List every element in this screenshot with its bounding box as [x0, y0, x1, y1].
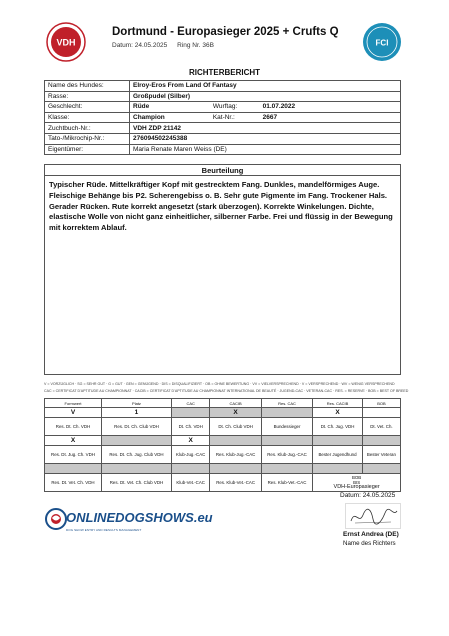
ods-brand-text: ONLINEDOGSHOWS.eu	[66, 510, 213, 525]
info-label: Kat-Nr.:	[212, 114, 235, 122]
grade-cell: X	[171, 436, 209, 446]
catalog-number-value: 2667	[262, 114, 278, 122]
info-label: Zuchtbuch-Nr.:	[45, 123, 130, 134]
ods-tagline: DOG SHOW ENTRY AND RESULTS MANAGEMENT	[66, 528, 142, 532]
header-date: Datum: 24.05.2025	[112, 42, 168, 49]
legend-line: V = VORZÜGLICH · SG = SEHR GUT · G = GUT · GEN = GENÜGEND · DIS = DISQUALIFIZIERT · OB = OHNE BEWERTUNG · VV = VIELVERSPRECHEND · V = VERSPRECHEND · WV = WENIG VERSPRECHEND	[44, 382, 395, 386]
birthdate-value: 01.07.2022	[262, 103, 296, 111]
footer-date: Datum: 24.05.2025	[340, 492, 396, 499]
page-title: Dortmund - Europasieger 2025 + Crufts Q	[112, 26, 339, 38]
grade-title-cell: Res. Dt. Jug. Ch. VDH	[45, 446, 102, 464]
assessment-text: Typischer Rüde. Mittelkräftiger Kopf mit gestrecktem Fang. Dunkles, mandelförmiges Auge. Fleischige Behänge bis P2. Scherengebiss o. B. Sehr gute Pigmente im Fang. Trockener Hals. Gerader Rücken. Rute korrekt angesetzt (stark überzogen). Korrekte Winkelungen. Dichte, elastische Wolle von nicht ganz einheitlicher, silberner Farbe. Frei und flüssig in der Bewegung mit korrektem Ablauf.	[44, 175, 401, 375]
sex-value: Rüde	[133, 103, 150, 111]
grade-cell: X	[210, 408, 261, 418]
info-value-pair	[130, 112, 401, 123]
grade-title-cell: Dt. Vet. Ch.	[362, 418, 400, 436]
judge-signature	[345, 503, 401, 529]
grade-cell: V	[45, 408, 102, 418]
grades-mark-row	[45, 436, 401, 446]
info-row-klasse	[45, 112, 401, 123]
info-label: Geschlecht:	[45, 102, 130, 113]
grade-cell	[362, 464, 400, 474]
grade-cell	[210, 464, 261, 474]
judge-label: Name des Richters	[343, 540, 396, 547]
info-row-geschlecht	[45, 102, 401, 113]
assessment-heading: Beurteilung	[44, 164, 401, 175]
grade-title-cell: Res. Klub-Vet.-CAC	[210, 474, 261, 492]
grade-cell	[261, 436, 312, 446]
grade-cell	[45, 464, 102, 474]
grade-header-cell: Formwert	[45, 399, 102, 408]
grade-cell	[101, 464, 171, 474]
studbook-value: VDH ZDP 21142	[130, 123, 401, 134]
grade-cell	[210, 436, 261, 446]
info-row-rasse	[45, 91, 401, 102]
legend-line: CAC = CERTIFICAT D'APTITUDE AU CHAMPIONNAT · CACIB = CERTIFICAT D'APTITUDE AU CHAMPIONNAT INTERNATIONAL DE BEAUTÉ · JUGEND-CAC · VETERAN-CAC · RES. = RESERVE · BOB = BEST OF BREED	[44, 389, 409, 393]
grade-title-cell	[313, 474, 401, 492]
info-label: Rasse:	[45, 91, 130, 102]
header-ring: Ring Nr. 36B	[177, 42, 214, 49]
grades-title-row	[45, 474, 401, 492]
grade-cell	[171, 408, 209, 418]
grade-title-cell: Res. Dt. Vet. Ch. Club VDH	[101, 474, 171, 492]
grade-header-cell: CACIB	[210, 399, 261, 408]
info-label: Wurftag:	[212, 103, 238, 111]
grade-cell	[261, 408, 312, 418]
grade-title-cell: Bester Jugendhund	[313, 446, 363, 464]
grade-header-cell: Res. CAC	[261, 399, 312, 408]
info-row-eigentuemer	[45, 144, 401, 155]
grade-cell: X	[45, 436, 102, 446]
dog-name-value: Elroy-Eros From Land Of Fantasy	[130, 81, 401, 92]
svg-text:VDH: VDH	[56, 37, 76, 48]
grade-title-cell: Dt. Ch. Jug. VDH	[313, 418, 363, 436]
info-value-pair	[130, 102, 401, 113]
svg-text:FCI: FCI	[375, 38, 389, 48]
grade-title-cell: Res. Klub-Jug.-CAC	[210, 446, 261, 464]
grade-title-cell: Dt. Ch. VDH	[171, 418, 209, 436]
grade-title-line: BOB	[351, 475, 362, 480]
grade-cell: X	[313, 408, 363, 418]
grade-title-cell: Klub-Jug.-CAC	[171, 446, 209, 464]
breed-value: Großpudel (Silber)	[130, 91, 401, 102]
grade-title-line: VDH-Europasieger	[333, 484, 380, 490]
grade-header-cell: Res. CACIB	[313, 399, 363, 408]
grade-title-cell: Klub-Vet.-CAC	[171, 474, 209, 492]
grade-title-cell: Res. Klub-Jug.-CAC	[261, 446, 312, 464]
grades-title-row	[45, 446, 401, 464]
grade-cell	[171, 464, 209, 474]
info-label: Klasse:	[45, 112, 130, 123]
grade-title-cell: Res. Dt. Vet. Ch. VDH	[45, 474, 102, 492]
owner-value: Maria Renate Maren Weiss (DE)	[130, 144, 401, 155]
grade-cell	[362, 436, 400, 446]
info-row-zuchtbuch	[45, 123, 401, 134]
grade-cell	[313, 464, 363, 474]
grade-cell	[101, 436, 171, 446]
fci-logo	[362, 22, 402, 62]
grade-title-cell: Bester Veteran	[362, 446, 400, 464]
info-row-name	[45, 81, 401, 92]
grade-title-cell: Res. Klub-Vet.-CAC	[261, 474, 312, 492]
grades-mark-row	[45, 464, 401, 474]
grade-title-cell: Res. Dt. Ch. Jug. Club VDH	[101, 446, 171, 464]
subtitle	[112, 42, 222, 49]
info-label: Name des Hundes:	[45, 81, 130, 92]
grade-cell: 1	[101, 408, 171, 418]
info-label: Tato-/Mikrochip-Nr.:	[45, 133, 130, 144]
report-title: RICHTERBERICHT	[188, 68, 261, 77]
grade-cell	[261, 464, 312, 474]
grade-title-cell: Bundessieger	[261, 418, 312, 436]
grades-title-row	[45, 418, 401, 436]
grade-title-cell: Res. Dt. Ch. Club VDH	[101, 418, 171, 436]
grade-header-cell: BOB	[362, 399, 400, 408]
grades-header-row	[45, 399, 401, 408]
microchip-value: 276094502245388	[130, 133, 401, 144]
grade-title-line: BIS	[353, 480, 361, 485]
vdh-logo	[46, 22, 86, 62]
dog-info-table	[44, 80, 401, 155]
grade-cell	[313, 436, 363, 446]
class-value: Champion	[133, 114, 165, 122]
grades-table	[44, 398, 401, 492]
grade-header-cell: Platz	[101, 399, 171, 408]
grade-title-cell: Dt. Ch. Club VDH	[210, 418, 261, 436]
info-label: Eigentümer:	[45, 144, 130, 155]
grade-cell	[362, 408, 400, 418]
info-row-tato	[45, 133, 401, 144]
grades-mark-row	[45, 408, 401, 418]
grade-title-cell: Res. Dt. Ch. VDH	[45, 418, 102, 436]
judge-name: Ernst Andrea (DE)	[343, 531, 399, 538]
onlinedogshows-logo	[44, 504, 213, 540]
grade-header-cell: CAC	[171, 399, 209, 408]
